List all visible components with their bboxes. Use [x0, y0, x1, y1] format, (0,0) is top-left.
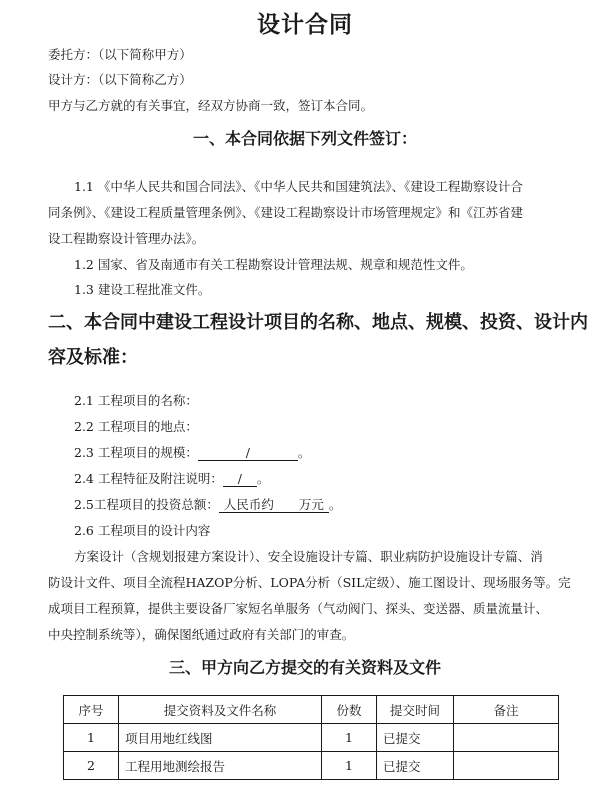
clause-2-5-end: 。 [328, 497, 342, 512]
design-content-line4: 中央控制系统等），确保图纸通过政府有关部门的审查。 [48, 627, 355, 642]
section2-heading-line2: 容及标准： [48, 347, 138, 368]
clause-2-4-label: 2.4 工程特征及附注说明： [74, 471, 223, 486]
intro-line: 甲方与乙方就的有关事宜，经双方协商一致，签订本合同。 [48, 98, 374, 113]
clause-2-5-label: 2.5工程项目的投资总额： [74, 497, 219, 512]
row-no: 1 [64, 724, 119, 752]
clause-2-4-value: / [223, 472, 257, 487]
party-b-line: 设计方：（以下简称乙方） [48, 72, 192, 87]
party-a-line: 委托方：（以下简称甲方） [48, 47, 192, 62]
table-row [64, 724, 559, 752]
table-row [64, 752, 559, 780]
clause-2-3-value: / [198, 446, 298, 461]
clause-2-6: 2.6 工程项目的设计内容 [74, 523, 211, 538]
clause-2-1: 2.1 工程项目的名称： [74, 393, 198, 408]
clause-2-4-end: 。 [256, 471, 270, 486]
clause-2-4 [74, 469, 269, 487]
clause-1-3: 1.3 建设工程批准文件。 [74, 282, 211, 297]
table-header-row [64, 696, 559, 724]
clause-2-5-value: 人民币约 万元 [219, 498, 329, 513]
row-note [454, 724, 559, 752]
row-copies: 1 [322, 752, 377, 780]
clause-1-2: 1.2 国家、省及南通市有关工程勘察设计管理法规、规章和规范性文件。 [74, 257, 473, 272]
row-name: 项目用地红线图 [119, 724, 322, 752]
header-time: 提交时间 [377, 696, 454, 724]
row-note [454, 752, 559, 780]
clause-1-1-line1: 1.1 《中华人民共和国合同法》、《中华人民共和国建筑法》、《建设工程勘察设计合 [74, 179, 523, 194]
header-copies: 份数 [322, 696, 377, 724]
header-name: 提交资料及文件名称 [119, 696, 322, 724]
row-time: 已提交 [377, 752, 454, 780]
clause-1-1-line2: 同条例》、《建设工程质量管理条例》、《建设工程勘察设计市场管理规定》和《江苏省建 [48, 205, 524, 220]
header-no: 序号 [64, 696, 119, 724]
row-name: 工程用地测绘报告 [119, 752, 322, 780]
design-content-line3: 成项目工程预算，提供主要设备厂家短名单服务（气动阀门、探头、变送器、质量流量计、 [48, 601, 549, 616]
row-no: 2 [64, 752, 119, 780]
row-time: 已提交 [377, 724, 454, 752]
clause-1-1-line3: 设工程勘察设计管理办法》。 [48, 231, 205, 246]
document-title: 设计合同 [257, 11, 353, 38]
header-note: 备注 [454, 696, 559, 724]
clause-2-3-end: 。 [297, 445, 311, 460]
clause-2-3 [74, 443, 310, 461]
clause-2-5 [74, 495, 341, 513]
section1-heading: 一、本合同依据下列文件签订： [192, 129, 417, 148]
row-copies: 1 [322, 724, 377, 752]
section2-heading-line1: 二、本合同中建设工程设计项目的名称、地点、规模、投资、设计内 [48, 312, 588, 333]
materials-table [63, 695, 559, 780]
design-content-line1: 方案设计（含规划报建方案设计）、安全设施设计专篇、职业病防护设施设计专篇、消 [74, 549, 543, 564]
section3-heading: 三、甲方向乙方提交的有关资料及文件 [168, 658, 441, 677]
clause-2-3-label: 2.3 工程项目的规模： [74, 445, 198, 460]
clause-2-2: 2.2 工程项目的地点： [74, 419, 198, 434]
design-content-line2: 防设计文件、项目全流程HAZOP分析、LOPA分析（SIL定级）、施工图设计、现场服务等。完 [48, 575, 571, 590]
